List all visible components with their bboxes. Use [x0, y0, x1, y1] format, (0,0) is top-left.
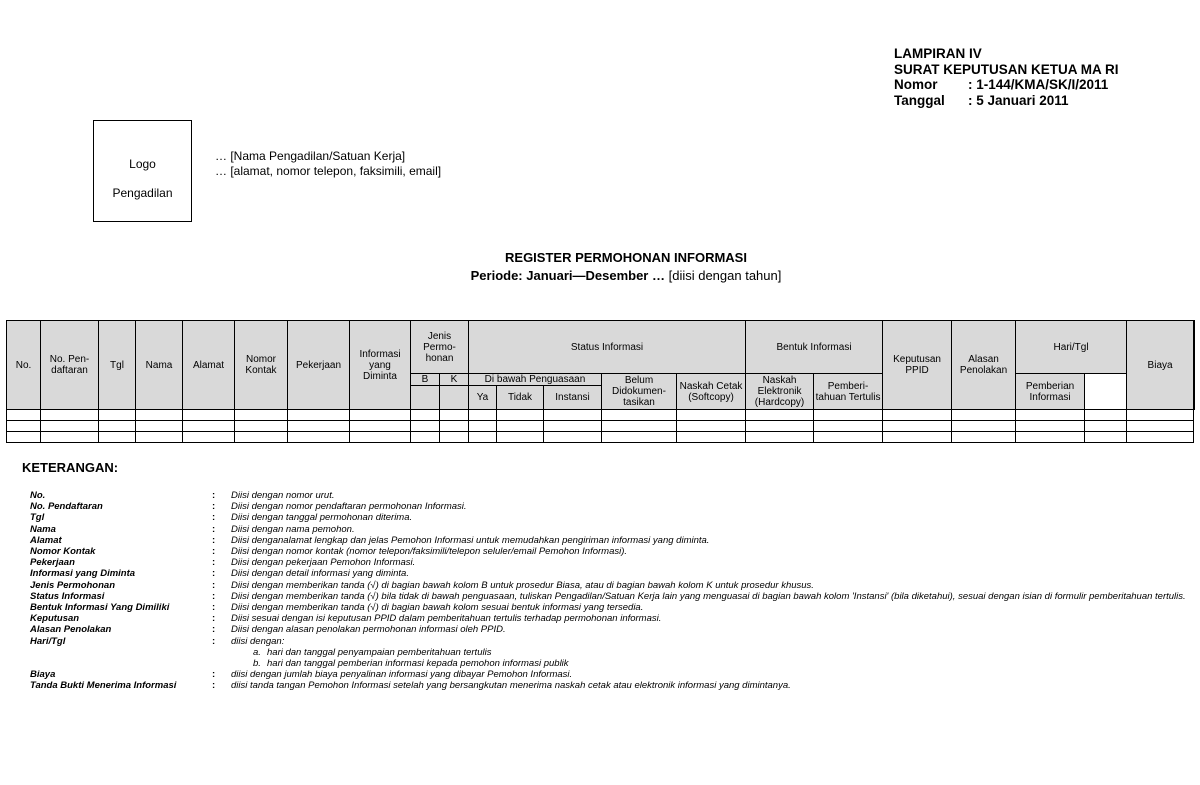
table-cell — [235, 432, 288, 443]
note-colon: : — [212, 669, 216, 681]
note-description: Diisi dengan alasan penolakan permohonan informasi oleh PPID. — [231, 624, 506, 636]
table-cell — [183, 410, 235, 421]
col-biaya: Biaya — [1127, 321, 1194, 410]
note-item — [30, 535, 1190, 546]
table-cell — [469, 421, 497, 432]
table-cell — [411, 421, 440, 432]
table-cell — [350, 421, 411, 432]
decree-date-value: : 5 Januari 2011 — [968, 92, 1069, 108]
note-colon: : — [212, 602, 216, 614]
register-title: REGISTER PERMOHONAN INFORMASI — [505, 250, 747, 265]
note-colon: : — [212, 624, 216, 636]
table-cell — [544, 432, 602, 443]
col-instansi: Instansi — [544, 386, 602, 410]
col-belum-didokumentasikan: Belum Didokumen-tasikan — [602, 374, 677, 410]
notes-hari-sub — [30, 647, 1190, 669]
note-term: Nama — [30, 523, 56, 535]
note-colon: : — [212, 512, 216, 524]
note-item — [30, 680, 1190, 691]
note-item — [30, 669, 1190, 680]
note-term: Keputusan — [30, 613, 80, 625]
note-term: Pekerjaan — [30, 557, 75, 569]
note-item — [30, 591, 1190, 602]
table-cell — [469, 410, 497, 421]
table-cell — [99, 421, 136, 432]
note-item — [30, 568, 1190, 579]
table-cell — [41, 432, 99, 443]
note-term: Alamat — [30, 534, 62, 546]
note-colon: : — [212, 590, 216, 602]
table-row — [7, 432, 1195, 443]
table-cell — [136, 410, 183, 421]
table-cell — [99, 410, 136, 421]
table-cell — [497, 432, 544, 443]
table-cell — [1085, 410, 1127, 421]
note-item — [30, 602, 1190, 613]
court-name: … [Nama Pengadilan/Satuan Kerja] — [215, 149, 406, 163]
table-cell — [746, 410, 814, 421]
note-sub-text — [231, 658, 1190, 669]
note-colon: : — [212, 501, 216, 513]
note-sub-spacer — [212, 658, 231, 669]
note-term: Bentuk Informasi Yang Dimiliki — [30, 602, 170, 614]
table-cell — [677, 410, 746, 421]
table-cell — [183, 432, 235, 443]
table-cell — [411, 432, 440, 443]
col-b: B — [411, 374, 440, 386]
attachment-reference — [894, 46, 1119, 108]
table-cell — [1127, 432, 1194, 443]
note-description: Diisi dengan nomor kontak (nomor telepon/faksimili/telepon seluler/email Pemohon Informasi). — [231, 546, 628, 558]
table-cell — [1016, 410, 1085, 421]
col-pemberian-informasi: Pemberian Informasi — [1016, 374, 1085, 410]
note-item — [30, 624, 1190, 635]
col-jenis-permohonan: Jenis Permo-honan — [411, 321, 469, 374]
table-cell — [7, 410, 41, 421]
table-cell — [883, 432, 952, 443]
col-status-informasi: Status Informasi — [469, 321, 746, 374]
note-sub-marker: a. — [253, 646, 261, 658]
note-description: Diisi dengan pekerjaan Pemohon Informasi. — [231, 557, 416, 569]
table-cell — [814, 421, 883, 432]
note-term: Hari/Tgl — [30, 635, 66, 647]
table-cell — [952, 421, 1016, 432]
table-cell — [952, 432, 1016, 443]
note-term: No. — [30, 490, 46, 501]
note-item — [30, 512, 1190, 523]
table-cell — [746, 421, 814, 432]
table-cell — [235, 421, 288, 432]
note-description: Diisi dengan memberikan tanda (√) di bagian bawah kolom B untuk prosedur Biasa, atau di bagian bawah kolom K untuk prosedur khusus. — [231, 579, 814, 591]
note-item — [30, 636, 1190, 647]
col-hari-tgl: Hari/Tgl — [1016, 321, 1127, 374]
note-description: Diisi dengan memberikan tanda (√) bila tidak di bawah penguasaan, tuliskan Pengadilan/Satuan Kerja lain yang menguasai di bagian bawah kolom 'Instansi' (bila diketahui), sesuai dengan isian di formulir pemberitahuan tertulis. — [231, 590, 1186, 602]
register-period-note: [diisi dengan tahun] — [664, 268, 782, 283]
note-colon: : — [212, 523, 216, 535]
note-term: Nomor Kontak — [30, 546, 96, 558]
table-cell — [288, 432, 350, 443]
col-informasi-diminta: Informasi yang Diminta — [350, 321, 411, 410]
col-k-blank — [440, 386, 469, 410]
note-sub-content: hari dan tanggal pemberian informasi kepada pemohon informasi publik — [267, 658, 569, 670]
table-cell — [440, 421, 469, 432]
note-description: diisi dengan: — [231, 635, 285, 647]
court-info — [215, 149, 441, 178]
table-cell — [602, 410, 677, 421]
table-cell — [350, 432, 411, 443]
note-description: Diisi dengan detail informasi yang diminta. — [231, 568, 409, 580]
table-cell — [1085, 432, 1127, 443]
col-b-blank — [411, 386, 440, 410]
note-colon: : — [212, 557, 216, 569]
table-cell — [602, 432, 677, 443]
table-cell — [440, 410, 469, 421]
note-item — [30, 546, 1190, 557]
table-cell — [602, 421, 677, 432]
court-logo-placeholder — [93, 120, 192, 222]
note-sub-content: hari dan tanggal penyampaian pemberitahuan tertulis — [267, 646, 492, 658]
table-cell — [350, 410, 411, 421]
note-colon: : — [212, 568, 216, 580]
note-item — [30, 580, 1190, 591]
note-colon: : — [212, 534, 216, 546]
note-description: Diisi dengan nomor pendaftaran permohonan Informasi. — [231, 501, 467, 513]
note-description: Diisi dengan nama pemohon. — [231, 523, 355, 535]
table-cell — [183, 421, 235, 432]
header-row-1 — [7, 321, 1195, 374]
table-cell — [544, 421, 602, 432]
note-term: Tanda Bukti Menerima Informasi — [30, 680, 177, 692]
col-ya: Ya — [469, 386, 497, 410]
note-description: Diisi sesuai dengan isi keputusan PPID dalam pemberitahuan tertulis terhadap permohonan informasi. — [231, 613, 662, 625]
note-description: Diisi dengan memberikan tanda (√) di bagian bawah kolom sesuai bentuk informasi yang tersedia. — [231, 602, 644, 614]
note-colon: : — [212, 546, 216, 558]
note-term: Tgl — [30, 512, 45, 524]
table-cell — [440, 432, 469, 443]
table-cell — [883, 410, 952, 421]
col-no: No. — [7, 321, 41, 410]
table-cell — [814, 410, 883, 421]
note-item — [30, 501, 1190, 512]
note-sub-spacer — [30, 658, 212, 669]
table-cell — [1016, 432, 1085, 443]
table-cell — [1127, 421, 1194, 432]
note-colon: : — [212, 635, 216, 647]
col-bentuk-informasi: Bentuk Informasi — [746, 321, 883, 374]
register-body — [7, 410, 1195, 443]
notes-title: KETERANGAN: — [22, 460, 119, 475]
notes-after — [30, 669, 1190, 691]
table-cell — [41, 421, 99, 432]
note-item — [30, 524, 1190, 535]
table-cell — [288, 421, 350, 432]
col-naskah-elektronik: Naskah Elektronik (Hardcopy) — [746, 374, 814, 410]
decree-date-row — [894, 93, 1119, 109]
note-term: Biaya — [30, 669, 56, 681]
table-row — [7, 421, 1195, 432]
decree-title: SURAT KEPUTUSAN KETUA MA RI — [894, 61, 1119, 77]
table-cell — [1127, 410, 1194, 421]
logo-label-line1: Logo — [129, 157, 156, 171]
table-row — [7, 410, 1195, 421]
table-cell — [136, 421, 183, 432]
note-item — [30, 613, 1190, 624]
note-term: No. Pendaftaran — [30, 501, 103, 513]
col-tgl: Tgl — [99, 321, 136, 410]
note-sub-spacer — [30, 647, 212, 658]
note-description: diisi tanda tangan Pemohon Informasi setelah yang bersangkutan menerima naskah cetak atau elektronik informasi yang dimintanya. — [231, 680, 791, 692]
table-cell — [235, 410, 288, 421]
note-sub-spacer — [212, 647, 231, 658]
attachment-title: LAMPIRAN IV — [894, 46, 982, 61]
table-cell — [41, 410, 99, 421]
note-sub-item — [30, 647, 1190, 658]
col-k: K — [440, 374, 469, 386]
col-alasan-penolakan: Alasan Penolakan — [952, 321, 1016, 410]
table-cell — [677, 432, 746, 443]
table-cell — [1085, 421, 1127, 432]
table-cell — [1016, 421, 1085, 432]
register-period-label: Periode: Januari—Desember … — [470, 268, 665, 283]
notes-main — [30, 490, 1190, 647]
col-keputusan-ppid: Keputusan PPID — [883, 321, 952, 410]
table-cell — [411, 410, 440, 421]
table-cell — [99, 432, 136, 443]
register-period — [0, 267, 1200, 285]
note-description: Diisi dengan nomor urut. — [231, 490, 335, 501]
col-nama: Nama — [136, 321, 183, 410]
note-colon: : — [212, 613, 216, 625]
decree-number-value: : 1-144/KMA/SK/I/2011 — [968, 77, 1109, 92]
table-cell — [497, 410, 544, 421]
col-no-pendaftaran: No. Pen-daftaran — [41, 321, 99, 410]
decree-number-label: Nomor — [894, 77, 938, 92]
note-colon: : — [212, 490, 216, 501]
note-term: Jenis Permohonan — [30, 579, 115, 591]
note-term: Alasan Penolakan — [30, 624, 112, 636]
court-address: … [alamat, nomor telepon, faksimili, email] — [215, 163, 442, 178]
note-term: Status Informasi — [30, 590, 105, 602]
note-sub-item — [30, 658, 1190, 669]
register-title-block — [0, 249, 1200, 285]
col-tanda-bukti — [1194, 321, 1195, 410]
table-cell — [677, 421, 746, 432]
col-pemberitahuan-tertulis: Pemberi-tahuan Tertulis — [814, 374, 883, 410]
note-description: Diisi denganalamat lengkap dan jelas Pemohon Informasi untuk memudahkan pengiriman informasi yang diminta. — [231, 534, 710, 546]
table-cell — [7, 421, 41, 432]
col-tidak: Tidak — [497, 386, 544, 410]
note-colon: : — [212, 579, 216, 591]
note-description: Diisi dengan tanggal permohonan diterima. — [231, 512, 413, 524]
table-cell — [136, 432, 183, 443]
col-nomor-kontak: Nomor Kontak — [235, 321, 288, 410]
note-sub-marker: b. — [253, 658, 261, 670]
note-colon: : — [212, 680, 216, 692]
note-item — [30, 557, 1190, 568]
notes-list — [30, 490, 1190, 692]
table-cell — [469, 432, 497, 443]
table-cell — [497, 421, 544, 432]
logo-label-line2: Pengadilan — [112, 186, 173, 200]
note-item — [30, 490, 1190, 501]
table-cell — [746, 432, 814, 443]
decree-date-label: Tanggal — [894, 92, 945, 108]
decree-number-row — [894, 77, 1119, 93]
table-cell — [814, 432, 883, 443]
note-sub-text — [231, 647, 1190, 658]
register-table — [6, 320, 1195, 443]
col-alamat: Alamat — [183, 321, 235, 410]
table-cell — [544, 410, 602, 421]
table-cell — [952, 410, 1016, 421]
table-cell — [288, 410, 350, 421]
col-pekerjaan: Pekerjaan — [288, 321, 350, 410]
table-cell — [7, 432, 41, 443]
col-naskah-cetak: Naskah Cetak (Softcopy) — [677, 374, 746, 410]
note-description: diisi dengan jumlah biaya penyalinan informasi yang dibayar Pemohon Informasi. — [231, 669, 573, 681]
table-cell — [883, 421, 952, 432]
note-term: Informasi yang Diminta — [30, 568, 136, 580]
col-dibawah-penguasaan: Di bawah Penguasaan — [469, 374, 602, 386]
